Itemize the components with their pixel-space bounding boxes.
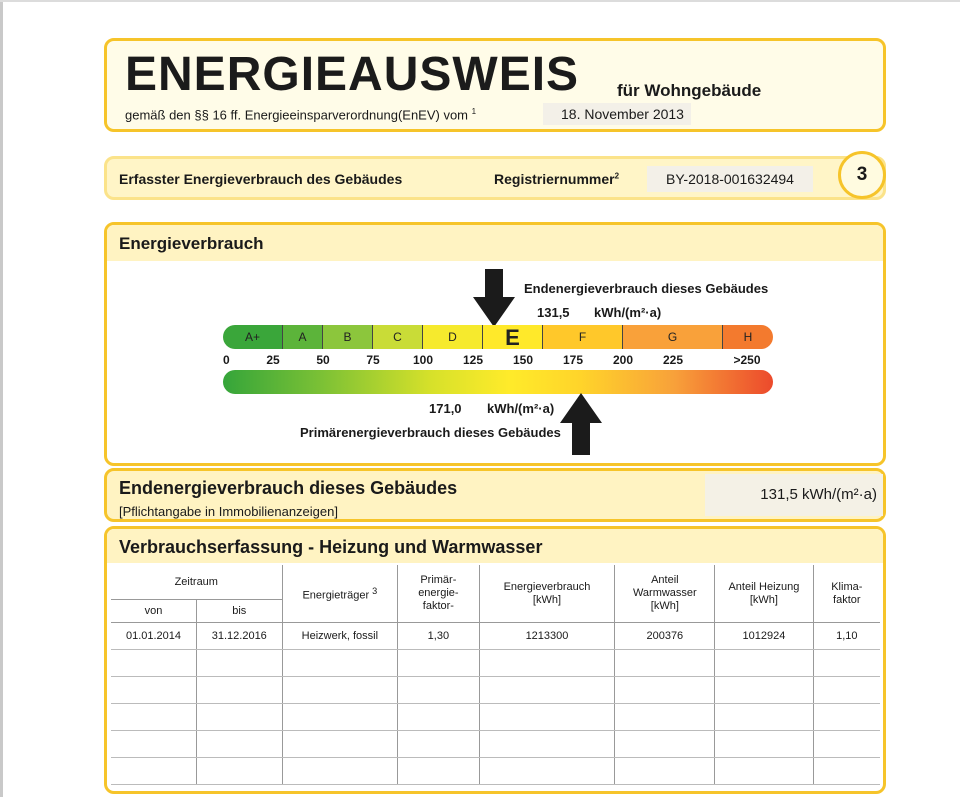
registration-number: BY-2018-001632494	[647, 166, 813, 192]
header-heizung: Anteil Heizung [kWh]	[715, 565, 813, 623]
registration-label-text: Registriernummer	[494, 171, 615, 187]
scale-tick-label: 25	[266, 353, 280, 367]
cell-warmwasser	[615, 758, 715, 785]
consumption-record-header	[107, 529, 883, 563]
scale-tick-label: >250	[733, 353, 761, 367]
end-energy-value: 131,5	[537, 305, 570, 320]
cell-verbrauch	[479, 758, 615, 785]
cell-klima	[813, 731, 880, 758]
cell-traeger	[282, 731, 398, 758]
header-bis: bis	[197, 600, 283, 623]
end-energy-panel	[104, 468, 886, 522]
cell-heizung	[715, 677, 813, 704]
cell-faktor	[398, 677, 479, 704]
cell-heizung	[715, 704, 813, 731]
header-primaerfaktor: Primär- energie- faktor-	[398, 565, 479, 623]
primary-energy-arrow-icon	[560, 393, 602, 455]
cell-von	[111, 650, 197, 677]
registration-label	[494, 171, 619, 187]
cell-traeger	[282, 650, 398, 677]
scale-tick-label: 50	[316, 353, 330, 367]
cell-faktor	[398, 650, 479, 677]
header-zeitraum: Zeitraum	[111, 565, 282, 600]
cell-klima	[813, 758, 880, 785]
cell-von: 01.01.2014	[111, 623, 197, 650]
header-energieverbrauch: Energieverbrauch [kWh]	[479, 565, 615, 623]
primary-energy-label: Primärenergieverbrauch dieses Gebäudes	[300, 425, 561, 440]
cell-bis	[197, 650, 283, 677]
scale-tick-label: 125	[462, 353, 484, 367]
cell-bis	[197, 758, 283, 785]
scale-tick-label: 100	[412, 353, 434, 367]
header-von: von	[111, 600, 197, 623]
cell-bis	[197, 677, 283, 704]
efficiency-class-aplus: A+	[223, 325, 283, 349]
scale-tick-label: 75	[366, 353, 380, 367]
cell-klima: 1,10	[813, 623, 880, 650]
cell-verbrauch	[479, 650, 615, 677]
header-warmwasser: Anteil Warmwasser [kWh]	[615, 565, 715, 623]
header-energietraeger	[282, 565, 398, 623]
page-number-badge: 3	[838, 151, 886, 199]
scale-tick-label: 175	[562, 353, 584, 367]
cell-von	[111, 704, 197, 731]
header-energietraeger-footnote: 3	[372, 585, 378, 596]
cell-von	[111, 731, 197, 758]
cell-verbrauch: 1213300	[479, 623, 615, 650]
end-energy-label: Endenergieverbrauch dieses Gebäudes	[524, 281, 769, 296]
cell-warmwasser	[615, 677, 715, 704]
energy-consumption-header	[107, 225, 883, 261]
efficiency-class-h: H	[723, 325, 773, 349]
cell-traeger	[282, 677, 398, 704]
cell-von	[111, 758, 197, 785]
cell-verbrauch	[479, 677, 615, 704]
cell-warmwasser: 200376	[615, 623, 715, 650]
legal-footnote: 1	[471, 107, 477, 116]
cell-klima	[813, 650, 880, 677]
scale-tick-label: 225	[662, 353, 684, 367]
scan-edge	[0, 0, 3, 797]
cell-traeger	[282, 758, 398, 785]
cell-heizung	[715, 758, 813, 785]
legal-basis	[125, 107, 476, 122]
document-title: ENERGIEAUSWEIS	[125, 48, 580, 101]
document-subtitle: für Wohngebäude	[617, 81, 762, 100]
cell-verbrauch	[479, 704, 615, 731]
cell-verbrauch	[479, 731, 615, 758]
efficiency-class-f: F	[543, 325, 623, 349]
consumption-table	[111, 565, 880, 785]
cell-warmwasser	[615, 704, 715, 731]
registration-footnote: 2	[614, 171, 620, 181]
cell-faktor	[398, 758, 479, 785]
header-energietraeger-text: Energieträger	[302, 589, 370, 602]
cell-faktor	[398, 731, 479, 758]
end-energy-subtitle: [Pflichtangabe in Immobilienanzeigen]	[119, 504, 338, 519]
end-energy-title: Endenergieverbrauch dieses Gebäudes	[119, 478, 458, 498]
primary-energy-value: 171,0	[429, 401, 462, 416]
cell-faktor	[398, 704, 479, 731]
table-row	[111, 704, 880, 731]
cell-bis	[197, 731, 283, 758]
efficiency-class-a: A	[283, 325, 323, 349]
efficiency-class-scale	[223, 325, 773, 349]
consumption-record-heading: Verbrauchserfassung - Heizung und Warmwasser	[119, 537, 543, 557]
end-energy-arrow-icon	[473, 269, 515, 327]
cell-traeger: Heizwerk, fossil	[282, 623, 398, 650]
cell-faktor: 1,30	[398, 623, 479, 650]
end-energy-result: 131,5 kWh/(m²·a)	[705, 474, 883, 516]
table-row	[111, 650, 880, 677]
table-row	[111, 623, 880, 650]
cell-heizung	[715, 731, 813, 758]
cell-klima	[813, 677, 880, 704]
energy-consumption-panel	[104, 222, 886, 466]
table-row	[111, 758, 880, 785]
cell-bis: 31.12.2016	[197, 623, 283, 650]
table-row	[111, 677, 880, 704]
cell-bis	[197, 704, 283, 731]
scale-tick-label: 0	[223, 353, 230, 367]
header-klimafaktor: Klima- faktor	[813, 565, 880, 623]
cell-warmwasser	[615, 650, 715, 677]
scale-tick-label: 150	[512, 353, 534, 367]
cell-von	[111, 677, 197, 704]
efficiency-class-c: C	[373, 325, 423, 349]
scale-ticks	[223, 353, 773, 369]
energy-consumption-heading: Energieverbrauch	[119, 234, 264, 253]
header-panel	[104, 38, 886, 132]
legal-text: gemäß den §§ 16 ff. Energieeinsparverordnung(EnEV) vom	[125, 107, 469, 123]
cell-warmwasser	[615, 731, 715, 758]
scale-tick-label: 200	[612, 353, 634, 367]
cell-traeger	[282, 704, 398, 731]
registration-row	[104, 156, 886, 200]
efficiency-class-e: E	[483, 325, 543, 349]
efficiency-class-d: D	[423, 325, 483, 349]
consumption-record-panel	[104, 526, 886, 794]
cell-heizung	[715, 650, 813, 677]
cell-klima	[813, 704, 880, 731]
efficiency-class-g: G	[623, 325, 723, 349]
table-row	[111, 731, 880, 758]
end-energy-unit: kWh/(m²·a)	[594, 305, 662, 320]
scan-edge-top	[0, 0, 960, 2]
efficiency-class-b: B	[323, 325, 373, 349]
gradient-scale-bar	[223, 370, 773, 394]
enev-date: 18. November 2013	[543, 103, 691, 125]
recorded-consumption-label: Erfasster Energieverbrauch des Gebäudes	[119, 171, 403, 187]
cell-heizung: 1012924	[715, 623, 813, 650]
primary-energy-unit: kWh/(m²·a)	[487, 401, 555, 416]
